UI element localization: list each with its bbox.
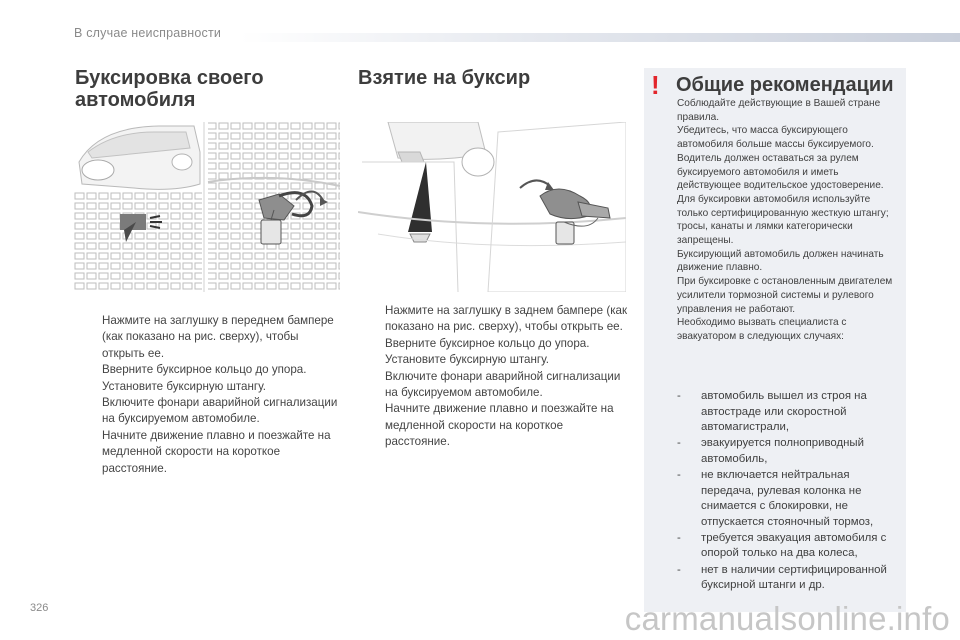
list-item (77, 313, 339, 362)
list-item (360, 352, 628, 368)
watermark: carmanualsonline.info (624, 600, 950, 637)
list-item (360, 401, 628, 450)
step-text: Установите буксирную штангу. (385, 353, 549, 367)
step-text: Нажмите на заглушку в переднем бампере (как показано на рис. сверху), чтобы открыть ее. (102, 314, 334, 360)
step-text: Вверните буксирное кольцо до упора. (385, 336, 590, 350)
dash-icon: - (677, 468, 681, 481)
list-item (360, 336, 628, 352)
front-towing-title: Буксировка своего автомобиля (75, 67, 264, 111)
case-text: автомобиль вышел из строя на автостраде или скоростной автомагистрали, (701, 390, 867, 434)
front-towing-steps (77, 313, 339, 477)
list-item (360, 369, 628, 402)
header-rule (240, 33, 960, 42)
step-text: Установите буксирную штангу. (102, 379, 266, 393)
case-text: нет в наличии сертифицированной буксирной штанги и др. (701, 563, 887, 592)
step-text: Включите фонари аварийной сигнализации на буксируемом автомобиле. (102, 396, 338, 426)
front-towing-illustration (74, 122, 340, 292)
list-item (360, 303, 628, 336)
rear-towing-illustration (358, 122, 626, 292)
step-text: Вверните буксирное кольцо до упора. (102, 363, 307, 377)
case-text: эвакуируется полноприводный автомобиль, (701, 437, 864, 465)
rear-towing-steps (360, 303, 628, 451)
step-text: Нажмите на заглушку в заднем бампере (как показано на рис. сверху), чтобы открыть ее. (385, 304, 628, 334)
dash-icon: - (677, 390, 681, 402)
recommendations-text: Соблюдайте действующие в Вашей стране правила. Убедитесь, что масса буксирующего автомобиля больше массы буксируемого. Водитель должен оставаться за рулем буксируемого автомобиля и иметь действующее водительское удостоверение. Для буксировки автомобиля используйте только сертифицированную жесткую штангу; тросы, канаты и лямки категорически запрещены. Буксирующий автомобиль должен начинать движение плавно. При буксировке с остановленным двигателем усилители тормозной системы и рулевого управления не работают. Необходимо вызвать специалиста с эвакуатором в следующих случаях: (677, 98, 893, 342)
list-item (77, 395, 339, 428)
list-item (675, 468, 905, 530)
step-text: Включите фонари аварийной сигнализации на буксируемом автомобиле. (385, 369, 621, 400)
case-text: требуется эвакуация автомобиля с опорой только на два колеса, (701, 531, 887, 560)
list-item (675, 436, 905, 467)
list-item (77, 428, 339, 477)
list-item (675, 563, 905, 594)
dash-icon: - (677, 563, 681, 576)
case-text: не включается нейтральная передача, рулевая колонка не снимается с блокировки, не отпускается стояночный тормоз, (701, 468, 874, 528)
section-header: В случае неисправности (74, 26, 222, 40)
list-item (675, 389, 905, 436)
rear-towing-title: Взятие на буксир (358, 67, 531, 89)
exclamation-icon: ! (651, 70, 660, 100)
dash-icon: - (677, 531, 681, 544)
recommendations-title: Общие рекомендации (676, 74, 894, 96)
evacuation-cases-list (675, 389, 905, 594)
list-item (675, 531, 905, 562)
step-text: Начните движение плавно и поезжайте на медленной скорости на короткое расстояние. (385, 402, 614, 449)
page-number: 326 (30, 602, 49, 614)
list-item (77, 362, 339, 378)
step-text: Начните движение плавно и поезжайте на медленной скорости на короткое расстояние. (102, 428, 331, 475)
list-item (77, 379, 339, 395)
dash-icon: - (677, 437, 681, 450)
